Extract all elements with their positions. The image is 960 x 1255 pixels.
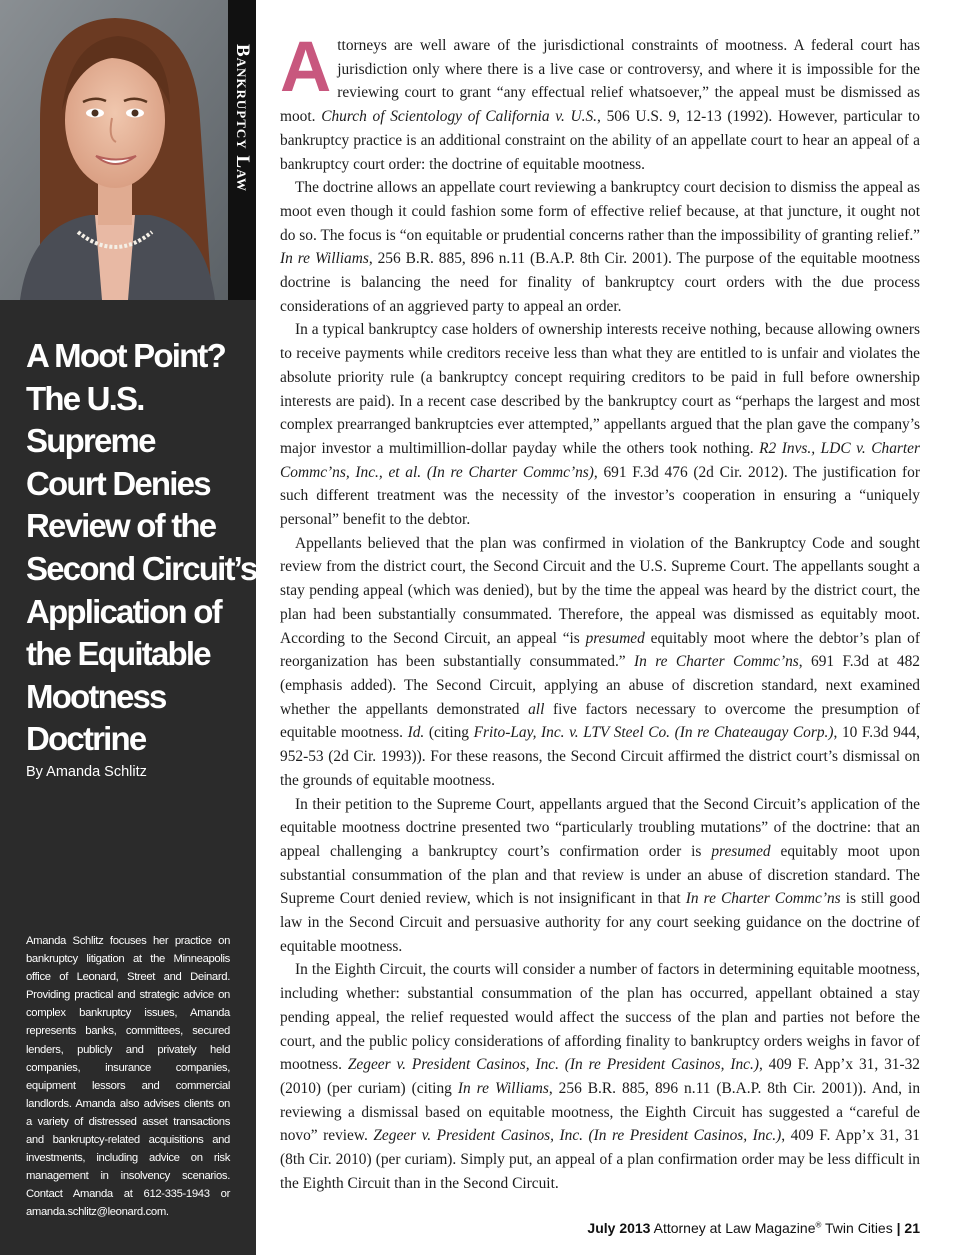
body-text: In the Eighth Circuit, the courts will consider a number of factors in determining equitable mootness, including whether: substantial consummation of the plan has occurred, appellant obtained a stay pending appeal, the relief requested would affect the success of the plan and parties not before the court, and the public policy considerations of affording finality to bankruptcy orders weighs in favor of mootness. — [280, 961, 920, 1074]
body-text: Appellants believed that the plan was confirmed in violation of the Bankruptcy Code and sought review from the district court, the Second Circuit and the U.S. Supreme Court. The appellants sought a stay pending appeal (which was denied), but by the time the appeal was heard by the district court, the plan had been substantially consummated. Therefore, the appeal was dismissed as equitably moot. According to the Second Circuit, an appeal “is — [280, 534, 920, 647]
body-text: , 506 U.S. 9, 12-13 (1992). However, particular to bankruptcy practice is an additional constraint on the ability of an appellate court to hear an appeal of a bankruptcy court order: the doctrine of equitable mootness. — [280, 108, 920, 173]
headline-line: Application of — [26, 592, 221, 630]
body-text: , 691 F.3d at 482 (emphasis added). The Second Circuit, applying an abuse of discretion standard, next examined whether the appellants demonstrated — [280, 653, 920, 718]
footer-issue: July 2013 — [587, 1220, 651, 1236]
article-paragraph — [280, 176, 920, 318]
citation-text: Zegeer v. President Casinos, Inc. (In re President Casinos, Inc.) — [373, 1127, 782, 1145]
page-footer — [587, 1220, 920, 1236]
citation-text: all — [528, 700, 545, 718]
headline-line: Supreme — [26, 422, 155, 460]
citation-text: Church of Scientology of California v. U.S. — [321, 108, 598, 126]
citation-text: R2 Invs., LDC v. Charter Commc’ns, Inc., et al. (In re Charter Commc’ns) — [280, 439, 920, 481]
body-text: equitably moot upon substantial consummation of the plan and that review is under an abuse of discretion standard. The Supreme Court denied review, which is not insignificant in that — [280, 842, 920, 908]
headline-line: A Moot Point? — [26, 337, 225, 374]
section-label: Bankruptcy Law — [232, 43, 253, 193]
headline — [26, 335, 257, 761]
footer-separator: | — [896, 1220, 901, 1236]
body-text: , 256 B.R. 885, 896 n.11 (B.A.P. 8th Cir. 2001)). And, in reviewing a dismissal based on equitable mootness, the Eighth Circuit has suggested a “careful de novo” review. — [280, 1079, 921, 1145]
citation-text: Id. — [407, 724, 425, 742]
citation-text: Frito-Lay, Inc. v. LTV Steel Co. (In re Chateaugay Corp.) — [473, 724, 834, 742]
body-text: , 256 B.R. 885, 896 n.11 (B.A.P. 8th Cir. 2001). The purpose of the equitable mootness doctrine is balancing the need for finality of bankruptcy court orders with the due process considerations of an aggrieved party to appeal an order. — [280, 250, 920, 315]
headline-line: the Equitable — [26, 635, 210, 673]
headline-line: Review of the — [26, 507, 216, 545]
byline: By Amanda Schlitz — [26, 764, 147, 780]
author-photo — [0, 0, 228, 300]
body-text: In a typical bankruptcy case holders of ownership interests receive nothing, because allowing owners to receive payments while creditors receive less than what they are entitled to is unfair and violates the absolute priority rule (a bankruptcy concept requiring creditors to be paid in full before ownership interests are paid). In a recent case described by the bankruptcy court as “perhaps the largest and most complex prearranged bankruptcies ever attempted,” appellants argued that the plan gave the company’s major investor a multimillion-dollar payday while the others took nothing. — [280, 321, 920, 457]
footer-edition: Twin Cities — [825, 1220, 893, 1236]
citation-text: In re Williams — [457, 1079, 549, 1097]
footer-magazine: Attorney at Law Magazine — [653, 1220, 816, 1236]
body-text: In their petition to the Supreme Court, appellants argued that the Second Circuit’s application of the equitable mootness doctrine presented two “particularly troubling mutations” of the doctrine: that an appeal challenging a bankruptcy court’s confirmation order is — [280, 795, 920, 860]
page-number: 21 — [904, 1220, 920, 1236]
citation-text: In re Charter Commc’ns — [634, 653, 799, 671]
article-body — [280, 28, 921, 1195]
body-text: five factors necessary to overcome the presumption of equitable mootness. — [280, 700, 920, 742]
citation-text: In re Charter Commc’ns — [685, 890, 841, 908]
body-text: is still good law in the Second Circuit and persuasive authority for any court seeking guidance on the doctrine of equitable mootness. — [280, 890, 921, 955]
citation-text: presumed — [711, 842, 771, 860]
headline-line: Court Denies — [26, 464, 210, 502]
body-text: equitably moot where the debtor’s plan of reorganization has been substantially consummated.” — [280, 629, 920, 671]
registered-mark: ® — [815, 1220, 822, 1230]
body-text: ttorneys are well aware of the jurisdictional constraints of mootness. A federal court has jurisdiction only where there is a live case or controversy, and where it is impossible for the reviewing court to grant “any effectual relief whatsoever,” the appeal must be dismissed as moot. — [280, 37, 920, 126]
article-paragraph — [280, 793, 920, 959]
body-text: , 691 F.3d 476 (2d Cir. 2012). The justification for such different treatment was the necessity of the investor’s cooperation in ensuring a “uniquely personal” benefit to the debtor. — [280, 463, 921, 529]
sidebar — [0, 0, 256, 1255]
article-paragraph — [280, 28, 920, 176]
article-paragraph — [280, 318, 920, 531]
drop-cap: A — [280, 28, 332, 107]
citation-text: Zegeer v. President Casinos, Inc. (In re President Casinos, Inc.) — [347, 1056, 759, 1074]
article-paragraph — [280, 532, 920, 793]
body-text: , 409 F. App’x 31, 31-32 (2010) (per curiam) (citing — [280, 1056, 920, 1097]
body-text: (citing — [424, 724, 474, 742]
author-bio: Amanda Schlitz focuses her practice on bankruptcy litigation at the Minneapolis office of Leonard, Street and Deinard. Providing practical and strategic advice on complex bankruptcy issues, Amanda represents banks, committees, secured lenders, publicly and privately held companies, insurance companies, equipment lessors and commercial landlords. Amanda also advises clients on a variety of distressed asset transactions and bankruptcy-related acquisitions and investments, including advice on risk management in insolvency scenarios. Contact Amanda at 612-335-1943 or amanda.schlitz@leonard.com. — [26, 935, 230, 1219]
article-paragraph — [280, 958, 920, 1195]
citation-text: presumed — [585, 629, 645, 647]
citation-text: In re Williams — [280, 250, 369, 268]
headline-line: Doctrine — [26, 720, 146, 758]
body-text: , 10 F.3d 944, 952-53 (2d Cir. 1993)). For these reasons, the Second Circuit affirmed the district court’s dismissal on the grounds of equitable mootness. — [280, 724, 921, 789]
headline-line: Second Circuit’s — [26, 549, 257, 587]
body-text: , 409 F. App’x 31, 31 (8th Cir. 2010) (per curiam). Simply put, an appeal of a plan confirmation order may be less difficult in the Eighth Circuit than in the Second Circuit. — [280, 1127, 920, 1192]
headline-line: The U.S. — [26, 379, 144, 417]
headline-line: Mootness — [26, 677, 166, 715]
body-text: The doctrine allows an appellate court reviewing a bankruptcy court decision to dismiss the appeal as moot even though it could fashion some form of effective relief because, at that juncture, it ought not do so. The focus is “on equitable or prudential concerns rather than the impossibility of granting relief.” — [280, 179, 920, 244]
